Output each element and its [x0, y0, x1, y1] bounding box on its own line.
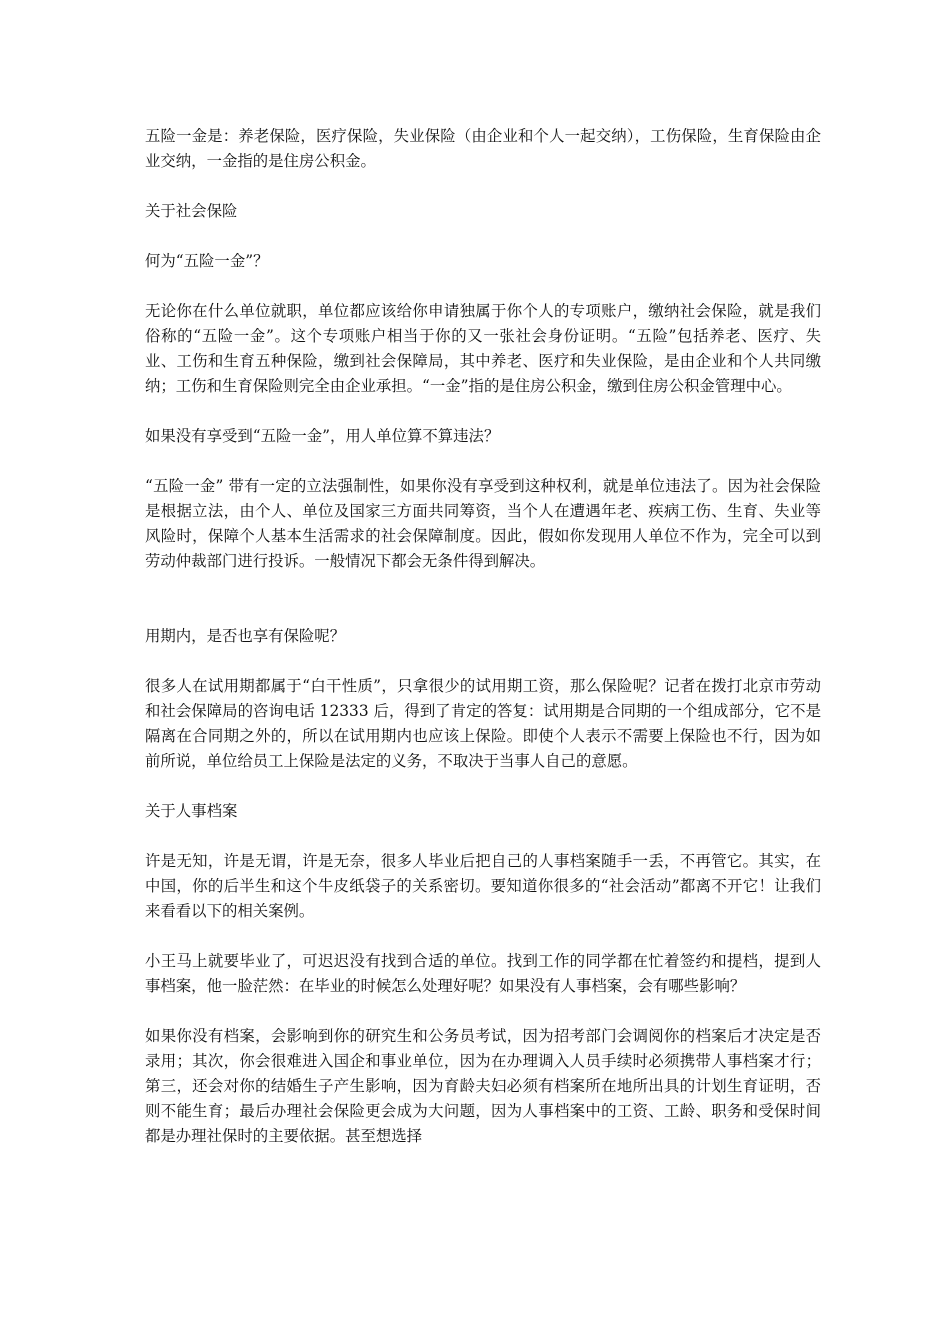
section-heading-social-insurance: 关于社会保险: [145, 202, 238, 220]
intro-paragraph: 五险一金是：养老保险，医疗保险，失业保险（由企业和个人一起交纳），工伤保险，生育保险由企业交纳，一金指的是住房公积金。: [145, 127, 821, 170]
body-paragraph: 无论你在什么单位就职，单位都应该给你申请独属于你个人的专项账户，缴纳社会保险，就是我们俗称的“五险一金”。这个专项账户相当于你的又一张社会身份证明。“五险”包括养老、医疗、失业、工伤和生育五种保险，缴到社会保障局，其中养老、医疗和失业保险，是由企业和个人共同缴纳；工伤和生育保险则完全由企业承担。“一金”指的是住房公积金，缴到住房公积金管理中心。: [145, 302, 821, 395]
body-paragraph: 如果你没有档案，会影响到你的研究生和公务员考试，因为招考部门会调阅你的档案后才决定是否录用；其次，你会很难进入国企和事业单位，因为在办理调入人员手续时必须携带人事档案才行；第三，还会对你的结婚生子产生影响，因为育龄夫妇必须有档案所在地所出具的计划生育证明，否则不能生育；最后办理社会保险更会成为大问题，因为人事档案中的工资、工龄、职务和受保时间都是办理社保时的主要依据。甚至想选择: [145, 1027, 821, 1145]
question-heading-probation: 用期内，是否也享有保险呢？: [145, 627, 346, 645]
question-heading-what-is: 何为“五险一金”？: [145, 252, 269, 270]
body-paragraph: 很多人在试用期都属于“白干性质”，只拿很少的试用期工资，那么保险呢？记者在拨打北京市劳动和社会保障局的咨询电话 12333 后，得到了肯定的答复：试用期是合同期的一个组成部分，它不是隔离在合同期之外的，所以在试用期内也应该上保险。即使个人表示不需要上保险也不行，因为如前所说，单位给员工上保险是法定的义务，不取决于当事人自己的意愿。: [145, 677, 821, 770]
body-paragraph: “五险一金” 带有一定的立法强制性，如果你没有享受到这种权利，就是单位违法了。因为社会保险是根据立法，由个人、单位及国家三方面共同筹资，当个人在遭遇年老、疾病工伤、生育、失业等风险时，保障个人基本生活需求的社会保障制度。因此，假如你发现用人单位不作为，完全可以到劳动仲裁部门进行投诉。一般情况下都会无条件得到解决。: [145, 477, 821, 570]
question-heading-illegal: 如果没有享受到“五险一金”，用人单位算不算违法？: [145, 427, 500, 445]
document-page: [145, 124, 821, 1149]
section-heading-personnel-file: 关于人事档案: [145, 802, 238, 820]
body-paragraph: 小王马上就要毕业了，可迟迟没有找到合适的单位。找到工作的同学都在忙着签约和提档，提到人事档案，他一脸茫然：在毕业的时候怎么处理好呢？如果没有人事档案，会有哪些影响？: [145, 952, 821, 995]
body-paragraph: 许是无知，许是无谓，许是无奈，很多人毕业后把自己的人事档案随手一丢，不再管它。其实，在中国，你的后半生和这个牛皮纸袋子的关系密切。要知道你很多的“社会活动”都离不开它！让我们来看看以下的相关案例。: [145, 852, 821, 920]
